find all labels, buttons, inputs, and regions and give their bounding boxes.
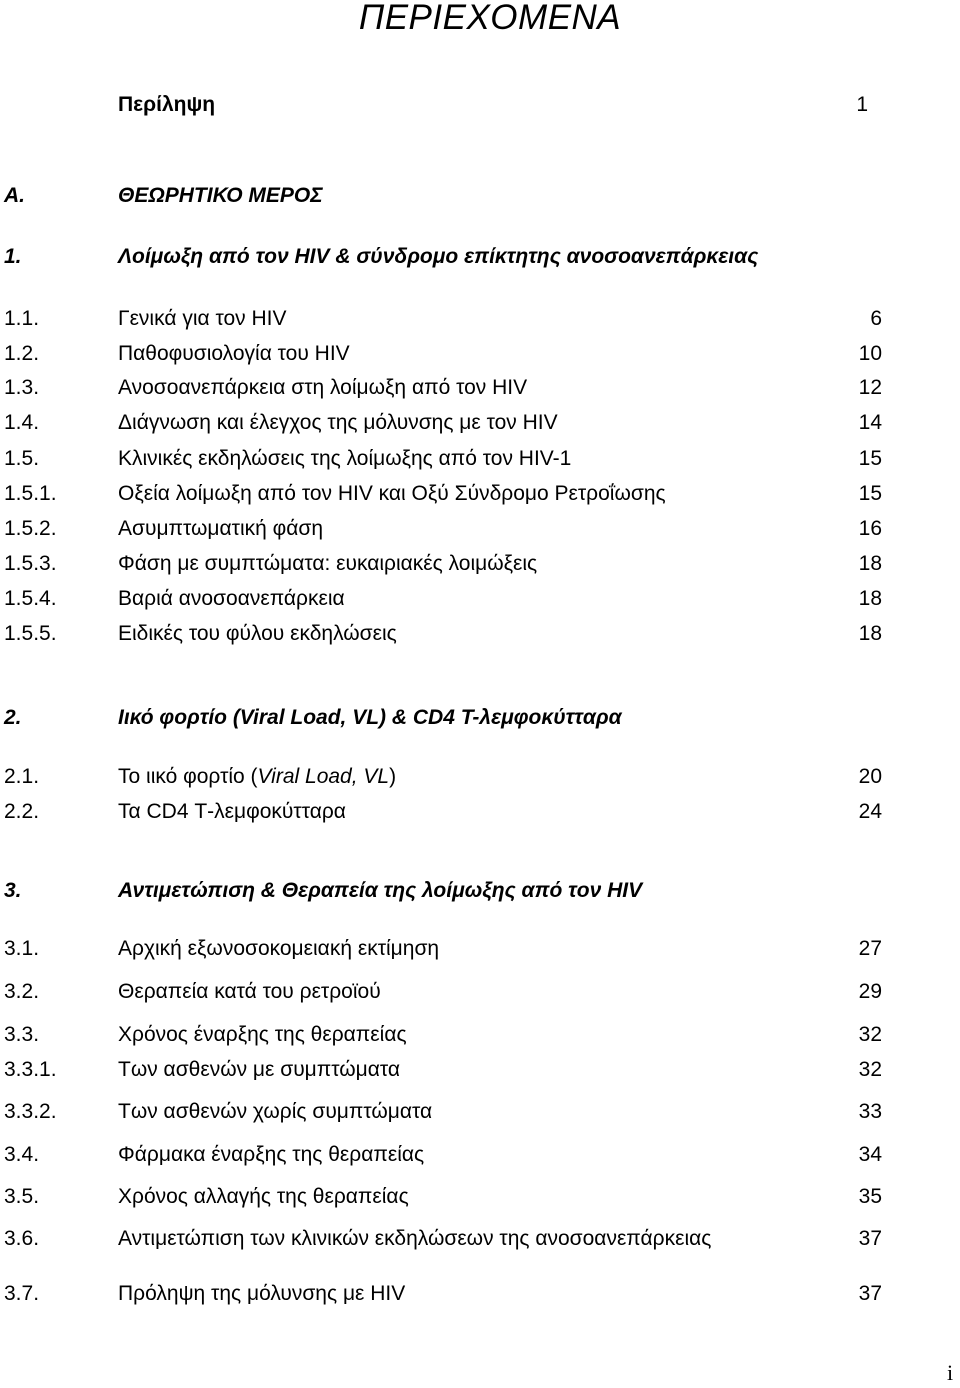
toc-entry-title [118,762,396,792]
toc-entry[interactable] [0,373,960,403]
toc-entry-page: 33 [858,1100,882,1123]
toc-entry-page: 18 [858,622,882,645]
toc-entry-page: 29 [858,980,882,1003]
toc-entry-page: 18 [858,587,882,610]
toc-entry-page: 6 [870,307,882,330]
toc-entry-page: 24 [858,800,882,823]
toc-entry[interactable] [0,584,960,614]
toc-entry-title: Αρχική εξωνοσοκομειακή εκτίμηση [118,937,440,960]
toc-entry[interactable] [0,1140,960,1170]
toc-entry-page: 32 [858,1058,882,1081]
toc-entry[interactable] [0,549,960,579]
toc-entry[interactable] [0,408,960,438]
toc-entry[interactable] [0,444,960,474]
toc-entry[interactable] [0,619,960,649]
toc-entry-number: 1.5.3. [4,552,57,575]
toc-entry-title: Διάγνωση και έλεγχος της μόλυνσης με τον HIV [118,411,558,434]
toc-entry-title: Παθοφυσιολογία του HIV [118,342,350,365]
toc-part-number: Α. [4,184,25,207]
toc-entry-title: Περίληψη [118,93,216,116]
toc-entry-number: 3.4. [4,1143,40,1166]
toc-entry-number: 1.1. [4,307,40,330]
toc-entry-title: Χρόνος έναρξης της θεραπείας [118,1023,407,1046]
toc-entry-title: Βαριά ανοσοανεπάρκεια [118,587,345,610]
toc-chapter-number: 1. [4,245,22,268]
toc-entry-title: Οξεία λοίμωξη από τον HIV και Οξύ Σύνδρομο Ρετροΐωσης [118,482,666,505]
toc-entry-title: Πρόληψη της μόλυνσης με HIV [118,1282,406,1305]
toc-entry-number: 3.7. [4,1282,40,1305]
toc-chapter-title: Ιικό φορτίο (Viral Load, VL) & CD4 Τ-λεμφοκύτταρα [118,706,622,729]
toc-entry-title: Ασυμπτωματική φάση [118,517,324,540]
toc-entry-title-emphasis: Viral Load, VL [257,765,390,788]
toc-entry[interactable] [0,797,960,827]
toc-entry-page: 18 [858,552,882,575]
toc-entry-page: 12 [858,376,882,399]
toc-entry-number: 1.5.2. [4,517,57,540]
toc-entry-number: 3.3. [4,1023,40,1046]
toc-entry-title: Θεραπεία κατά του ρετροϊού [118,980,381,1003]
toc-chapter-number: 3. [4,879,22,902]
toc-entry-number: 3.5. [4,1185,40,1208]
toc-entry-page: 37 [858,1282,882,1305]
toc-part-title: ΘΕΩΡΗΤΙΚΟ ΜΕΡΟΣ [118,184,323,207]
toc-entry-number: 3.3.1. [4,1058,57,1081]
toc-entry[interactable] [0,1279,960,1309]
toc-entry[interactable] [0,934,960,964]
toc-entry[interactable] [0,1182,960,1212]
toc-entry-number: 1.5.4. [4,587,57,610]
page-number: i [946,1360,954,1385]
toc-entry-page: 27 [858,937,882,960]
toc-entry-number: 1.5.1. [4,482,57,505]
toc-entry[interactable] [0,1224,960,1254]
toc-entry-page: 15 [858,447,882,470]
toc-entry-page: 35 [858,1185,882,1208]
toc-entry-page: 37 [858,1227,882,1250]
toc-entry-page: 15 [858,482,882,505]
toc-entry-number: 2.2. [4,800,40,823]
toc-entry-title: Κλινικές εκδηλώσεις της λοίμωξης από τον HIV-1 [118,447,572,470]
toc-entry-title-post: ) [389,765,397,788]
toc-entry[interactable] [0,514,960,544]
toc-entry-page: 16 [858,517,882,540]
toc-entry-page: 20 [858,765,882,788]
toc-chapter-heading[interactable] [0,703,960,733]
toc-entry[interactable] [0,479,960,509]
toc-entry-title: Γενικά για τον HIV [118,307,287,330]
page-title: ΠΕΡΙΕΧΟΜΕΝΑ [358,0,622,37]
toc-entry-number: 3.2. [4,980,40,1003]
toc-entry-number: 1.5.5. [4,622,57,645]
toc-chapter-title: Αντιμετώπιση & Θεραπεία της λοίμωξης από τον HIV [118,879,643,902]
toc-entry-title-pre: Το ιικό φορτίο ( [118,765,258,788]
toc-part-heading [0,181,960,211]
toc-entry-page: 14 [858,411,882,434]
toc-entry-title: Τα CD4 Τ-λεμφοκύτταρα [118,800,346,823]
toc-chapter-heading[interactable] [0,242,960,272]
toc-entry[interactable] [0,1097,960,1127]
toc-entry-number: 3.6. [4,1227,40,1250]
toc-entry-summary[interactable] [0,90,960,120]
toc-entry-title: Ανοσοανεπάρκεια στη λοίμωξη από τον HIV [118,376,528,399]
toc-entry-number: 3.1. [4,937,40,960]
toc-entry-page: 34 [858,1143,882,1166]
toc-entry-number: 2.1. [4,765,40,788]
toc-entry[interactable] [0,1055,960,1085]
toc-entry-number: 1.2. [4,342,40,365]
toc-entry-number: 1.3. [4,376,40,399]
toc-entry-page: 32 [858,1023,882,1046]
toc-entry-title: Φάρμακα έναρξης της θεραπείας [118,1143,425,1166]
toc-chapter-number: 2. [4,706,22,729]
toc-entry[interactable] [0,762,960,792]
toc-entry-number: 3.3.2. [4,1100,57,1123]
toc-entry-title: Των ασθενών χωρίς συμπτώματα [118,1100,433,1123]
toc-entry[interactable] [0,1020,960,1050]
toc-entry[interactable] [0,339,960,369]
toc-chapter-heading[interactable] [0,876,960,906]
toc-entry-number: 1.4. [4,411,40,434]
toc-entry-title: Ειδικές του φύλου εκδηλώσεις [118,622,397,645]
toc-entry-title: Χρόνος αλλαγής της θεραπείας [118,1185,409,1208]
toc-entry[interactable] [0,304,960,334]
toc-entry[interactable] [0,977,960,1007]
toc-entry-title: Των ασθενών με συμπτώματα [118,1058,401,1081]
toc-entry-page: 10 [858,342,882,365]
toc-entry-title: Φάση με συμπτώματα: ευκαιριακές λοιμώξεις [118,552,538,575]
toc-entry-number: 1.5. [4,447,40,470]
toc-entry-page: 1 [856,93,868,116]
toc-entry-title: Αντιμετώπιση των κλινικών εκδηλώσεων της ανοσοανεπάρκειας [118,1227,712,1250]
toc-chapter-title: Λοίμωξη από τον HIV & σύνδρομο επίκτητης ανοσοανεπάρκειας [118,245,759,268]
